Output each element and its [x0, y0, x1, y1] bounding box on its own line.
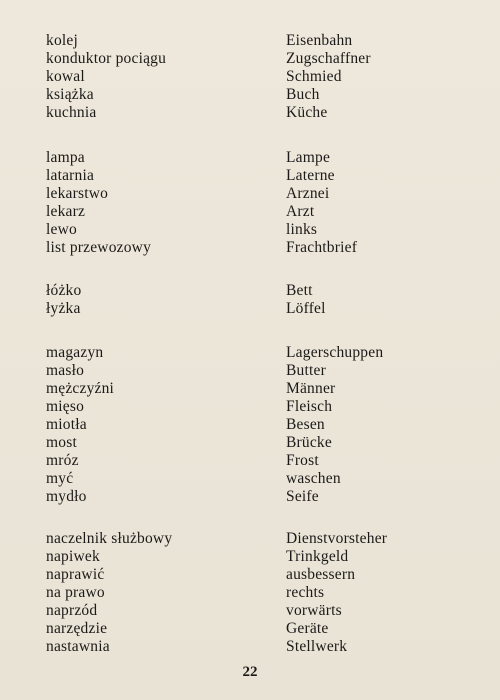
- german-word: Lagerschuppen: [286, 344, 384, 361]
- polish-word: łyżka: [46, 300, 81, 317]
- polish-word: łóżko: [46, 282, 82, 299]
- entry-row: [0, 638, 500, 656]
- german-word: Stellwerk: [286, 638, 348, 655]
- german-word: Dienstvorsteher: [286, 530, 388, 547]
- polish-word: mężczyźni: [46, 380, 115, 397]
- entry-row: [0, 221, 500, 239]
- german-word: Arzt: [286, 203, 315, 220]
- entry-row: [0, 149, 500, 167]
- polish-word: magazyn: [46, 344, 104, 361]
- polish-word: mróz: [46, 452, 79, 469]
- german-word: Besen: [286, 416, 325, 433]
- german-word: Schmied: [286, 68, 342, 85]
- polish-word: lewo: [46, 221, 77, 238]
- german-word: Buch: [286, 86, 320, 103]
- polish-word: lekarz: [46, 203, 86, 220]
- german-word: Trinkgeld: [286, 548, 349, 565]
- german-word: Zugschaffner: [286, 50, 371, 67]
- german-word: rechts: [286, 584, 325, 601]
- polish-word: lekarstwo: [46, 185, 109, 202]
- entry-row: [0, 398, 500, 416]
- entry-row: [0, 344, 500, 362]
- german-word: Lampe: [286, 149, 331, 166]
- polish-word: naczelnik służbowy: [46, 530, 173, 547]
- polish-word: myć: [46, 470, 74, 487]
- entry-row: [0, 32, 500, 50]
- entry-row: [0, 362, 500, 380]
- entry-row: [0, 452, 500, 470]
- polish-word: nastawnia: [46, 638, 110, 655]
- german-word: Seife: [286, 488, 319, 505]
- polish-word: latarnia: [46, 167, 95, 184]
- entry-row: [0, 566, 500, 584]
- polish-word: most: [46, 434, 77, 451]
- polish-word: mydło: [46, 488, 87, 505]
- polish-word: lampa: [46, 149, 85, 166]
- entry-row: [0, 68, 500, 86]
- polish-word: naprawić: [46, 566, 105, 583]
- entry-row: [0, 50, 500, 68]
- entry-row: [0, 488, 500, 506]
- entry-row: [0, 380, 500, 398]
- entry-row: [0, 470, 500, 488]
- german-word: Frost: [286, 452, 319, 469]
- german-word: ausbessern: [286, 566, 356, 583]
- german-word: Brücke: [286, 434, 332, 451]
- polish-word: mięso: [46, 398, 85, 415]
- german-word: Arznei: [286, 185, 330, 202]
- entry-row: [0, 416, 500, 434]
- german-word: Geräte: [286, 620, 329, 637]
- polish-word: kowal: [46, 68, 85, 85]
- entry-row: [0, 530, 500, 548]
- german-word: Küche: [286, 104, 328, 121]
- german-word: Laterne: [286, 167, 335, 184]
- german-word: Bett: [286, 282, 313, 299]
- entry-row: [0, 86, 500, 104]
- entry-row: [0, 185, 500, 203]
- polish-word: naprzód: [46, 602, 98, 619]
- german-word: Eisenbahn: [286, 32, 353, 49]
- german-word: vorwärts: [286, 602, 342, 619]
- entry-row: [0, 584, 500, 602]
- german-word: Butter: [286, 362, 326, 379]
- entry-group-m: [0, 344, 500, 506]
- polish-word: konduktor pociągu: [46, 50, 167, 67]
- german-word: waschen: [286, 470, 341, 487]
- entry-row: [0, 620, 500, 638]
- entry-row: [0, 239, 500, 257]
- entry-row: [0, 602, 500, 620]
- entry-group-l-stroke: [0, 282, 500, 318]
- german-word: Löffel: [286, 300, 326, 317]
- entry-row: [0, 167, 500, 185]
- entry-row: [0, 104, 500, 122]
- entry-group-l: [0, 149, 500, 257]
- entry-group-n: [0, 530, 500, 656]
- entry-row: [0, 300, 500, 318]
- entry-group-k: [0, 32, 500, 122]
- polish-word: kolej: [46, 32, 78, 49]
- page-number: 22: [242, 664, 258, 680]
- german-word: links: [286, 221, 318, 238]
- polish-word: narzędzie: [46, 620, 108, 637]
- entry-row: [0, 548, 500, 566]
- polish-word: na prawo: [46, 584, 105, 601]
- polish-word: książka: [46, 86, 94, 103]
- polish-word: masło: [46, 362, 85, 379]
- entry-row: [0, 203, 500, 221]
- polish-word: kuchnia: [46, 104, 97, 121]
- polish-word: napiwek: [46, 548, 100, 565]
- polish-word: miotła: [46, 416, 87, 433]
- polish-word: list przewozowy: [46, 239, 152, 256]
- german-word: Männer: [286, 380, 336, 397]
- entry-row: [0, 434, 500, 452]
- entry-row: [0, 282, 500, 300]
- german-word: Frachtbrief: [286, 239, 358, 256]
- german-word: Fleisch: [286, 398, 333, 415]
